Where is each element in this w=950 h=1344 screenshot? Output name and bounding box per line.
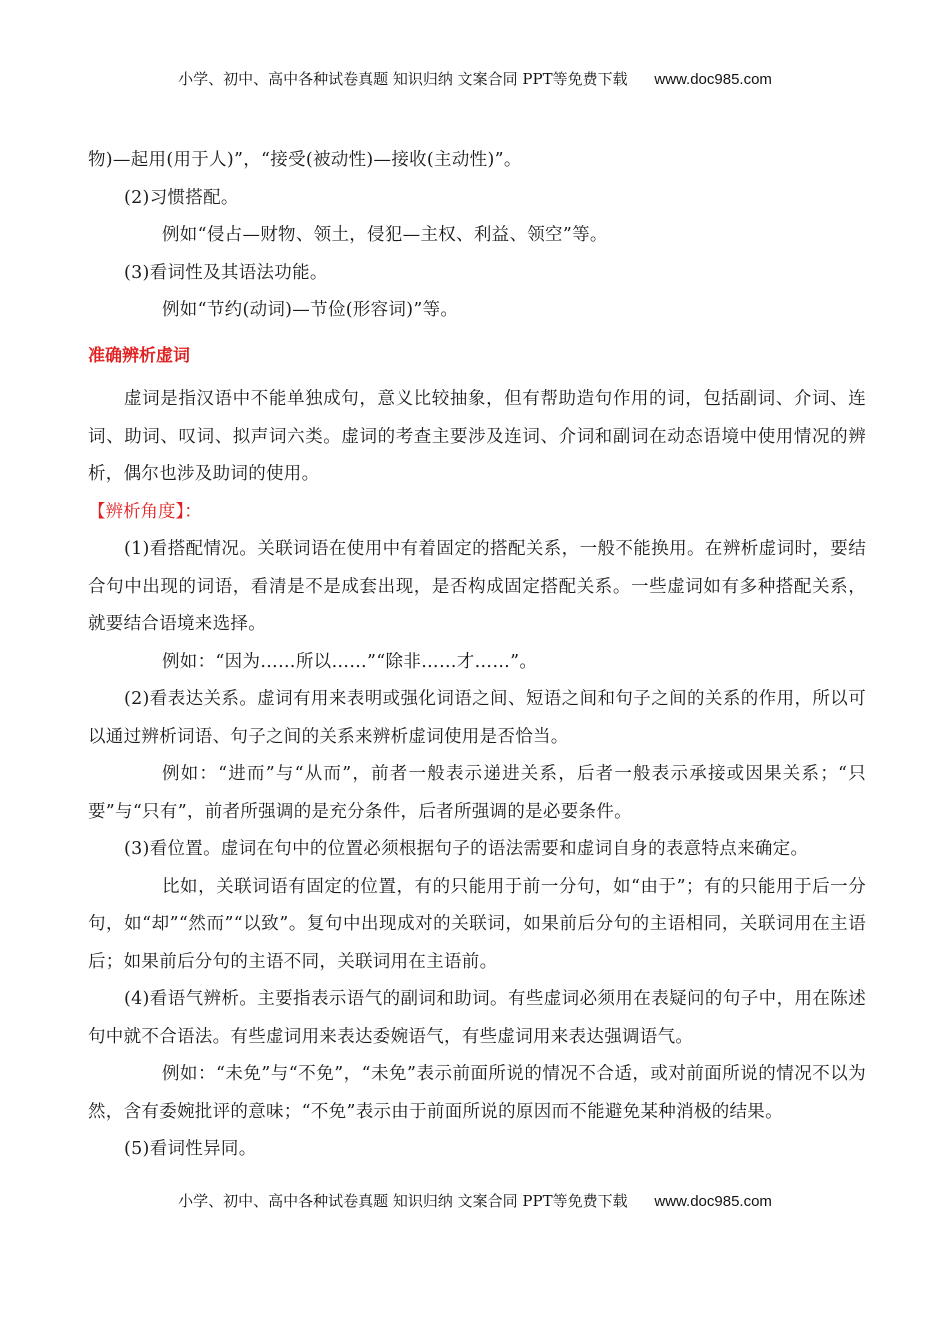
list-item-4: (4)看语气辨析。主要指表示语气的副词和助词。有些虚词必须用在表疑问的句子中，用在陈述句中就不合语法。有些虚词用来表达委婉语气，有些虚词用来表达强调语气。 [88, 989, 866, 1047]
example-text: 例如“侵占—财物、领土，侵犯—主权、利益、领空”等。 [162, 225, 608, 245]
list-item-3: (3)看位置。虚词在句中的位置必须根据句子的语法需要和虚词自身的表意特点来确定。 [124, 839, 809, 859]
list-item-3: (3)看词性及其语法功能。 [124, 262, 328, 283]
example-text: 例如：“因为……所以……”“除非……才……”。 [162, 651, 538, 672]
page-footer [0, 1190, 950, 1211]
header-url[interactable]: www.doc985.com [654, 71, 772, 88]
section-title: 准确辨析虚词 [88, 345, 190, 366]
example-text: 例如“节约(动词)—节俭(形容词)”等。 [162, 300, 459, 320]
example-text: 例如：“进而”与“从而”，前者一般表示递进关系，后者一般表示承接或因果关系；“只要”与“只有”，前者所强调的是充分条件，后者所强调的是必要条件。 [88, 764, 866, 822]
footer-text: 小学、初中、高中各种试卷真题 知识归纳 文案合同 PPT等免费下载 [178, 1192, 628, 1210]
page-header [0, 68, 950, 89]
paragraph: 虚词是指汉语中不能单独成句，意义比较抽象，但有帮助造句作用的词，包括副词、介词、连词、助词、叹词、拟声词六类。虚词的考查主要涉及连词、介词和副词在动态语境中使用情况的辨析，偶尔也涉及助词的使用。 [88, 389, 866, 484]
list-item-5: (5)看词性异同。 [124, 1139, 257, 1159]
document-body [88, 142, 866, 1169]
example-text: 例如：“未免”与“不免”，“未免”表示前面所说的情况不合适，或对前面所说的情况不以为然，含有委婉批评的意味；“不免”表示由于前面所说的原因而不能避免某种消极的结果。 [88, 1064, 866, 1122]
list-item-2: (2)看表达关系。虚词有用来表明或强化词语之间、短语之间和句子之间的关系的作用，所以可以通过辨析词语、句子之间的关系来辨析虚词使用是否恰当。 [88, 689, 866, 747]
header-text: 小学、初中、高中各种试卷真题 知识归纳 文案合同 PPT等免费下载 [178, 70, 628, 88]
example-text: 比如，关联词语有固定的位置，有的只能用于前一分句，如“由于”；有的只能用于后一分句，如“却”“然而”“以致”。复句中出现成对的关联词，如果前后分句的主语相同，关联词用在主语后；如果前后分句的主语不同，关联词用在主语前。 [88, 876, 866, 972]
list-item-1: (1)看搭配情况。关联词语在使用中有着固定的搭配关系，一般不能换用。在辨析虚词时，要结合句中出现的词语，看清是不是成套出现，是否构成固定搭配关系。一些虚词如有多种搭配关系，就要结合语境来选择。 [88, 539, 866, 634]
analysis-angle-label: 【辨析角度】： [88, 501, 202, 522]
footer-url[interactable]: www.doc985.com [654, 1193, 772, 1210]
paragraph: 物)—起用(用于人)”，“接受(被动性)—接收(主动性)”。 [88, 150, 522, 170]
list-item-2: (2)习惯搭配。 [124, 187, 239, 208]
